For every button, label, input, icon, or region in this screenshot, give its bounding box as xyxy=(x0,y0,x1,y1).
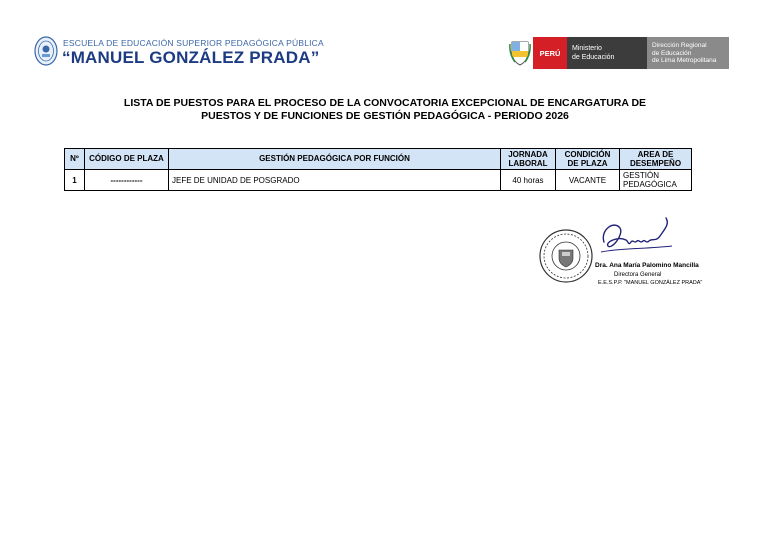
column-header-condition: CONDICIÓN DE PLAZA xyxy=(556,149,620,170)
direction-line2: de Educación xyxy=(652,49,692,57)
government-logo-banner xyxy=(509,37,721,69)
cell-area: GESTIÓN PEDAGÓGICA xyxy=(620,170,692,191)
column-header-code: CÓDIGO DE PLAZA xyxy=(85,149,169,170)
cell-number: 1 xyxy=(65,170,85,191)
official-stamp-icon xyxy=(538,228,594,284)
column-header-number: Nº xyxy=(65,149,85,170)
institution-header xyxy=(34,33,334,73)
table-row xyxy=(65,170,692,191)
signatory-name: Dra. Ana María Palomino Mancilla xyxy=(595,262,699,269)
document-title xyxy=(60,97,710,122)
direction-line3: de Lima Metropolitana xyxy=(652,57,717,64)
cell-code: ------------ xyxy=(85,170,169,191)
column-header-workday: JORNADA LABORAL xyxy=(501,149,556,170)
regional-direction-label xyxy=(647,37,729,69)
cell-condition: VACANTE xyxy=(556,170,620,191)
institution-seal-icon xyxy=(34,36,58,66)
ministry-label xyxy=(567,37,647,69)
school-name: “MANUEL GONZÁLEZ PRADA” xyxy=(62,48,320,67)
handwritten-signature-icon xyxy=(596,212,676,262)
document-title-line2: PUESTOS Y DE FUNCIONES DE GESTIÓN PEDAGÓGICA - PERIODO 2026 xyxy=(201,109,569,122)
cell-function: JEFE DE UNIDAD DE POSGRADO xyxy=(169,170,501,191)
ministry-line1: Ministerio xyxy=(572,45,602,52)
national-coat-of-arms-icon xyxy=(509,38,531,66)
signatory-institution: E.E.S.P.P. "MANUEL GONZÁLEZ PRADA" xyxy=(598,280,703,286)
signature-block xyxy=(538,212,703,294)
cell-workday: 40 horas xyxy=(501,170,556,191)
table-header-row xyxy=(65,149,692,170)
ministry-line2: de Educación xyxy=(572,53,615,61)
document-title-line1: LISTA DE PUESTOS PARA EL PROCESO DE LA CONVOCATORIA EXCEPCIONAL DE ENCARGATURA DE xyxy=(123,97,647,109)
school-type-text: ESCUELA DE EDUCACIÓN SUPERIOR PEDAGÓGICA PÚBLICA xyxy=(63,38,324,48)
positions-table xyxy=(64,148,692,191)
signatory-role: Directora General xyxy=(614,272,662,278)
peru-label: PERÚ xyxy=(533,37,567,69)
column-header-function: GESTIÓN PEDAGÓGICA POR FUNCIÓN xyxy=(169,149,501,170)
direction-line1: Dirección Regional xyxy=(652,42,707,49)
column-header-area: AREA DE DESEMPEÑO xyxy=(620,149,692,170)
